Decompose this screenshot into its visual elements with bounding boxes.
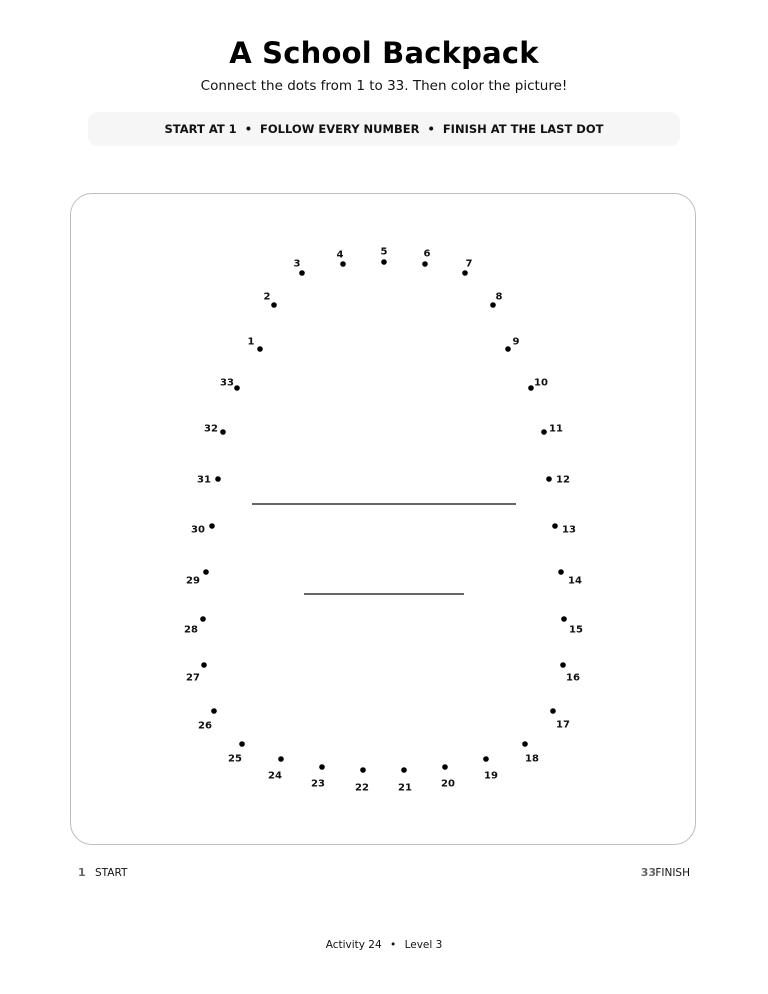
dot-label-32: 32 (204, 423, 218, 435)
dot-3 (299, 270, 305, 276)
dot-23 (319, 764, 325, 770)
dot-label-6: 6 (423, 248, 431, 260)
dot-label-1: 1 (247, 336, 255, 348)
dot-4 (340, 261, 346, 267)
dot-label-8: 8 (495, 291, 503, 303)
dot-label-10: 10 (534, 377, 548, 389)
dot-label-26: 26 (198, 720, 212, 732)
dot-7 (462, 270, 468, 276)
dot-1 (257, 346, 263, 352)
dot-30 (209, 523, 215, 529)
instruction-step-3: FINISH AT THE LAST DOT (442, 122, 604, 136)
dot-label-25: 25 (228, 753, 242, 765)
legend-finish-number: 33 (640, 866, 656, 879)
dot-6 (422, 261, 428, 267)
dot-10 (528, 385, 534, 391)
dot-15 (561, 616, 567, 622)
dot-label-9: 9 (512, 336, 520, 348)
dot-label-33: 33 (220, 377, 234, 389)
dot-28 (200, 616, 206, 622)
dot-label-12: 12 (556, 474, 570, 486)
dots-layer (184, 247, 583, 794)
legend-start-label: START (95, 867, 128, 879)
dot-27 (201, 662, 207, 668)
footer-level: Level 3 (404, 939, 443, 951)
dot-33 (234, 385, 240, 391)
legend-start-number: 1 (78, 866, 86, 879)
dot-5 (381, 259, 387, 265)
instruction-step-2: FOLLOW EVERY NUMBER (260, 122, 420, 136)
dot-label-5: 5 (380, 246, 388, 258)
dot-32 (220, 429, 226, 435)
dot-label-24: 24 (268, 770, 282, 782)
dot-label-29: 29 (186, 575, 200, 587)
dot-label-7: 7 (465, 258, 473, 270)
dot-label-20: 20 (441, 778, 455, 790)
dot-label-15: 15 (569, 624, 583, 636)
instruction-separator: • (427, 122, 435, 136)
dot-18 (522, 741, 528, 747)
dot-2 (271, 302, 277, 308)
dot-label-27: 27 (186, 672, 200, 684)
dot-label-23: 23 (311, 778, 325, 790)
dot-25 (239, 741, 245, 747)
dot-13 (552, 523, 558, 529)
legend-finish (641, 866, 690, 879)
instruction-separator: • (244, 122, 253, 136)
dot-label-2: 2 (263, 291, 271, 303)
dot-26 (211, 708, 217, 714)
dot-16 (560, 662, 566, 668)
dot-31 (215, 476, 221, 482)
dot-label-31: 31 (197, 474, 211, 486)
dot-12 (546, 476, 552, 482)
dot-label-11: 11 (549, 423, 563, 435)
dot-11 (541, 429, 547, 435)
dot-21 (401, 767, 407, 773)
legend-start (78, 866, 127, 879)
dot-label-30: 30 (191, 524, 205, 536)
dot-19 (483, 756, 489, 762)
page-title: A School Backpack (229, 36, 539, 70)
dot-20 (442, 764, 448, 770)
footer-separator: • (390, 939, 397, 951)
dot-label-13: 13 (562, 524, 576, 536)
dot-label-28: 28 (184, 624, 198, 636)
page-footer (0, 939, 768, 951)
dot-label-16: 16 (566, 672, 580, 684)
dot-14 (558, 569, 564, 575)
dot-29 (203, 569, 209, 575)
dot-8 (490, 302, 496, 308)
dot-label-21: 21 (398, 782, 412, 794)
dot-label-17: 17 (556, 719, 570, 731)
legend-finish-label: FINISH (655, 867, 690, 879)
dot-label-18: 18 (525, 753, 539, 765)
dot-24 (278, 756, 284, 762)
dot-label-14: 14 (568, 575, 582, 587)
dot-label-3: 3 (293, 258, 301, 270)
footer-activity: Activity 24 (325, 939, 382, 951)
dot-17 (550, 708, 556, 714)
dot-22 (360, 767, 366, 773)
instruction-step-1: START AT 1 (164, 122, 237, 136)
dot-label-22: 22 (355, 782, 369, 794)
dot-label-19: 19 (484, 770, 498, 782)
page-subtitle: Connect the dots from 1 to 33. Then color the picture! (200, 78, 568, 94)
dot-label-4: 4 (336, 249, 344, 261)
dot-9 (505, 346, 511, 352)
